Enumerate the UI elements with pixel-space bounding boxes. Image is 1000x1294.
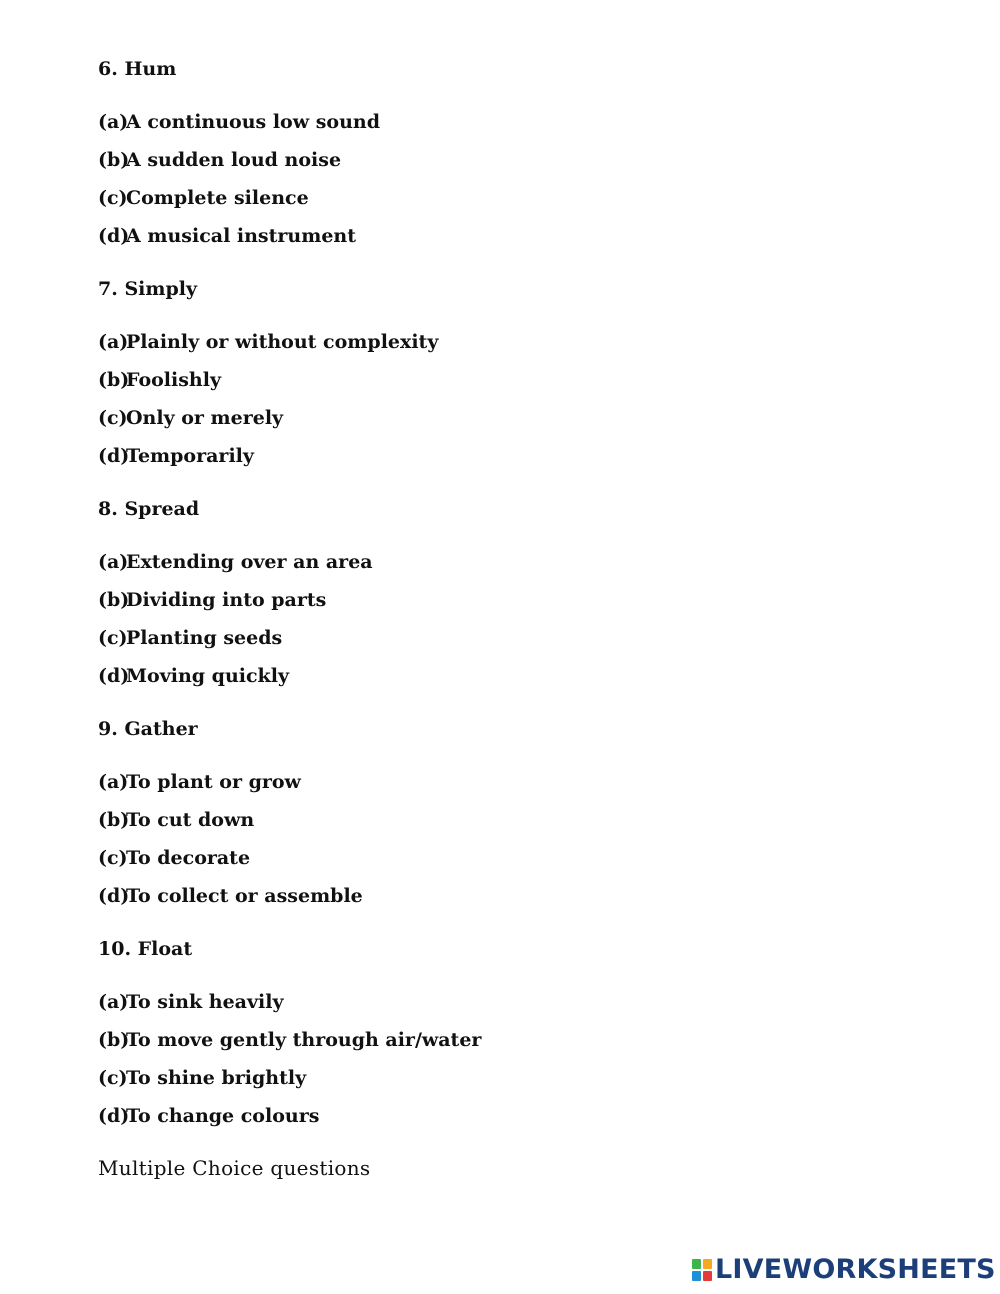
mark-tile (692, 1259, 701, 1269)
option-letter: (a) (98, 111, 129, 133)
option-letter: (b) (98, 1029, 130, 1051)
option-text: Moving quickly (126, 665, 289, 687)
question-6 (98, 57, 898, 262)
option-c[interactable] (98, 846, 898, 870)
option-c[interactable] (98, 1066, 898, 1090)
option-b[interactable] (98, 588, 898, 612)
option-a[interactable] (98, 990, 898, 1014)
question-8 (98, 497, 898, 702)
option-letter: (a) (98, 331, 129, 353)
option-a[interactable] (98, 550, 898, 574)
option-letter: (a) (98, 991, 129, 1013)
option-list (98, 330, 898, 468)
option-c[interactable] (98, 186, 898, 210)
option-text: To cut down (126, 809, 255, 831)
option-a[interactable] (98, 110, 898, 134)
option-b[interactable] (98, 808, 898, 832)
option-text: A continuous low sound (126, 111, 380, 133)
option-text: To shine brightly (126, 1067, 307, 1089)
question-title: 10. Float (98, 938, 193, 960)
option-list (98, 770, 898, 908)
option-letter: (c) (98, 1067, 128, 1089)
option-d[interactable] (98, 444, 898, 468)
option-text: Complete silence (126, 187, 309, 209)
option-letter: (c) (98, 847, 128, 869)
option-text: Only or merely (126, 407, 284, 429)
option-text: Extending over an area (126, 551, 373, 573)
option-text: To change colours (126, 1105, 320, 1127)
question-9 (98, 717, 898, 922)
option-list (98, 550, 898, 688)
brand-name: LIVEWORKSHEETS (715, 1254, 996, 1285)
footer-note: Multiple Choice questions (98, 1156, 371, 1180)
option-text: To decorate (126, 847, 251, 869)
question-10 (98, 937, 898, 1142)
option-d[interactable] (98, 1104, 898, 1128)
option-letter: (a) (98, 551, 129, 573)
question-title: 6. Hum (98, 58, 177, 80)
mark-tile (692, 1271, 701, 1281)
option-letter: (a) (98, 771, 129, 793)
option-text: To plant or grow (126, 771, 301, 793)
option-text: A sudden loud noise (126, 149, 342, 171)
option-text: A musical instrument (126, 225, 357, 247)
option-letter: (b) (98, 369, 130, 391)
mark-tile (703, 1259, 712, 1269)
option-d[interactable] (98, 884, 898, 908)
option-letter: (d) (98, 1105, 130, 1127)
option-letter: (c) (98, 187, 128, 209)
option-letter: (b) (98, 809, 130, 831)
option-letter: (d) (98, 225, 130, 247)
option-text: Dividing into parts (126, 589, 327, 611)
option-list (98, 990, 898, 1128)
option-text: Foolishly (126, 369, 221, 391)
option-d[interactable] (98, 664, 898, 688)
option-b[interactable] (98, 368, 898, 392)
question-7 (98, 277, 898, 482)
option-a[interactable] (98, 330, 898, 354)
option-text: To move gently through air/water (126, 1029, 482, 1051)
option-d[interactable] (98, 224, 898, 248)
option-letter: (c) (98, 627, 128, 649)
liveworksheets-mark-icon (692, 1259, 712, 1281)
option-letter: (b) (98, 589, 130, 611)
option-letter: (b) (98, 149, 130, 171)
option-a[interactable] (98, 770, 898, 794)
option-text: Planting seeds (126, 627, 283, 649)
option-text: To sink heavily (126, 991, 284, 1013)
liveworksheets-logo[interactable] (692, 1255, 996, 1285)
option-c[interactable] (98, 406, 898, 430)
option-letter: (d) (98, 665, 130, 687)
mark-tile (703, 1271, 712, 1281)
option-letter: (c) (98, 407, 128, 429)
option-text: To collect or assemble (126, 885, 363, 907)
option-list (98, 110, 898, 248)
option-c[interactable] (98, 626, 898, 650)
question-title: 8. Spread (98, 498, 200, 520)
option-b[interactable] (98, 148, 898, 172)
question-title: 7. Simply (98, 278, 198, 300)
option-text: Temporarily (126, 445, 254, 467)
option-text: Plainly or without complexity (126, 331, 439, 353)
option-b[interactable] (98, 1028, 898, 1052)
option-letter: (d) (98, 445, 130, 467)
option-letter: (d) (98, 885, 130, 907)
question-title: 9. Gather (98, 718, 198, 740)
